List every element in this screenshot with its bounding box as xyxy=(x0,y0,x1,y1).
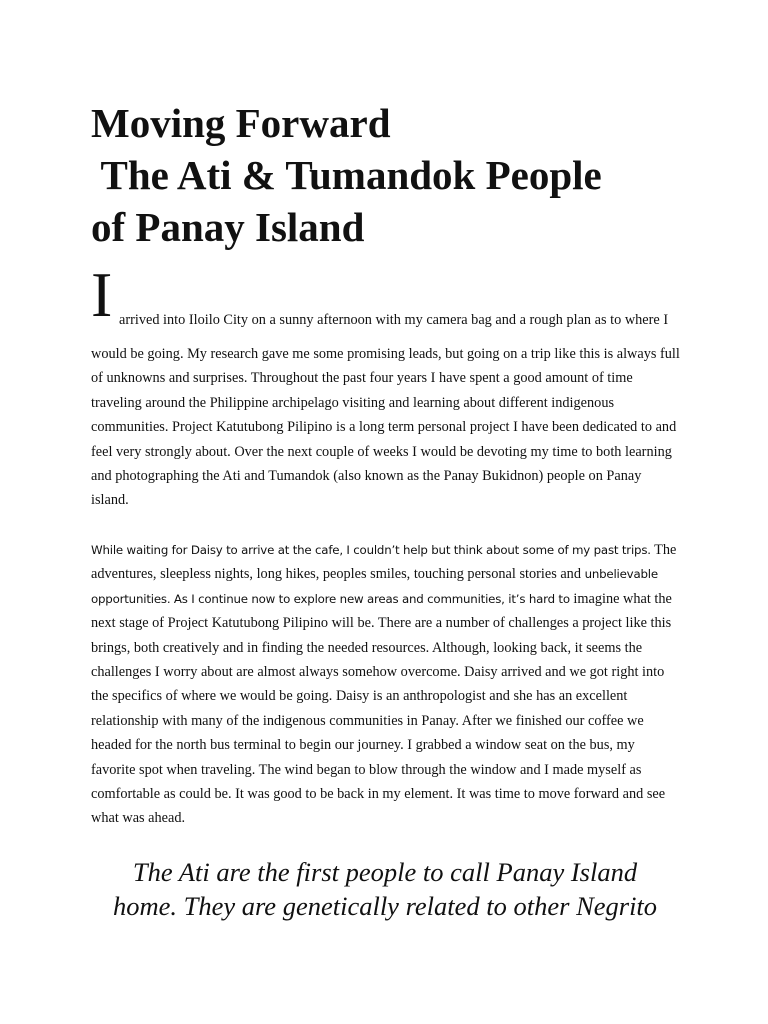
pull-quote-line-2: home. They are genetically related to other Negrito xyxy=(112,891,658,921)
cafe-text-serif-a: The adventures, sleepless nights, long hikes, peoples smiles, touching personal stories and xyxy=(91,542,677,583)
cafe-text-sans-a: While waiting for Daisy to arrive at the cafe, I couldn’t help but think about some of my past trips. xyxy=(91,543,651,557)
cafe-paragraph-text xyxy=(91,538,681,831)
title-line-1: Moving Forward xyxy=(91,100,391,146)
cafe-text-sans-b: unbelievable opportunities. As I continue now to explore new areas and communities, it’s hard to xyxy=(91,567,658,606)
dropcap-line xyxy=(91,259,681,332)
cafe-text-serif-b: imagine what the next stage of Project Katutubong Pilipino will be. There are a number of challenges a project like this brings, both creatively and in finding the needed resources. Although, looking back, it seems the challenges I worry about are almost always somehow overcome. Daisy arrived and we got right into the specifics of where we would be going. Daisy is an anthropologist and she has an excellent relationship with many of the indigenous communities in Panay. After we finished our coffee we headed for the north bus terminal to begin our journey. I grabbed a window seat on the bus, my favorite spot when traveling. The wind began to blow through the window and I made myself as comfortable as could be. It was good to be back in my element. It was time to move forward and see what was ahead. xyxy=(91,590,672,827)
drop-cap-letter: I xyxy=(91,259,113,330)
title-line-3: of Panay Island xyxy=(91,204,365,250)
paragraph-intro xyxy=(91,259,681,513)
intro-first-line: arrived into Iloilo City on a sunny afternoon with my camera bag and a rough plan as to where I xyxy=(119,312,669,328)
title-line-2: The Ati & Tumandok People xyxy=(91,152,602,198)
intro-paragraph-text: would be going. My research gave me some promising leads, but going on a trip like this is always full of unknowns and surprises. Throughout the past four years I have spent a good amount of time traveling around the Philippine archipelago visiting and learning about different indigenous communities. Project Katutubong Pilipino is a long term personal project I have been dedicated to and feel very strongly about. Over the next couple of weeks I would be devoting my time to both learning and photographing the Ati and Tumandok (also known as the Panay Bukidnon) people on Panay island. xyxy=(91,346,680,509)
pull-quote-line-1: The Ati are the first people to call Panay Island xyxy=(132,857,638,887)
pull-quote xyxy=(60,855,710,923)
article-title xyxy=(91,97,691,253)
paragraph-cafe xyxy=(91,538,681,831)
